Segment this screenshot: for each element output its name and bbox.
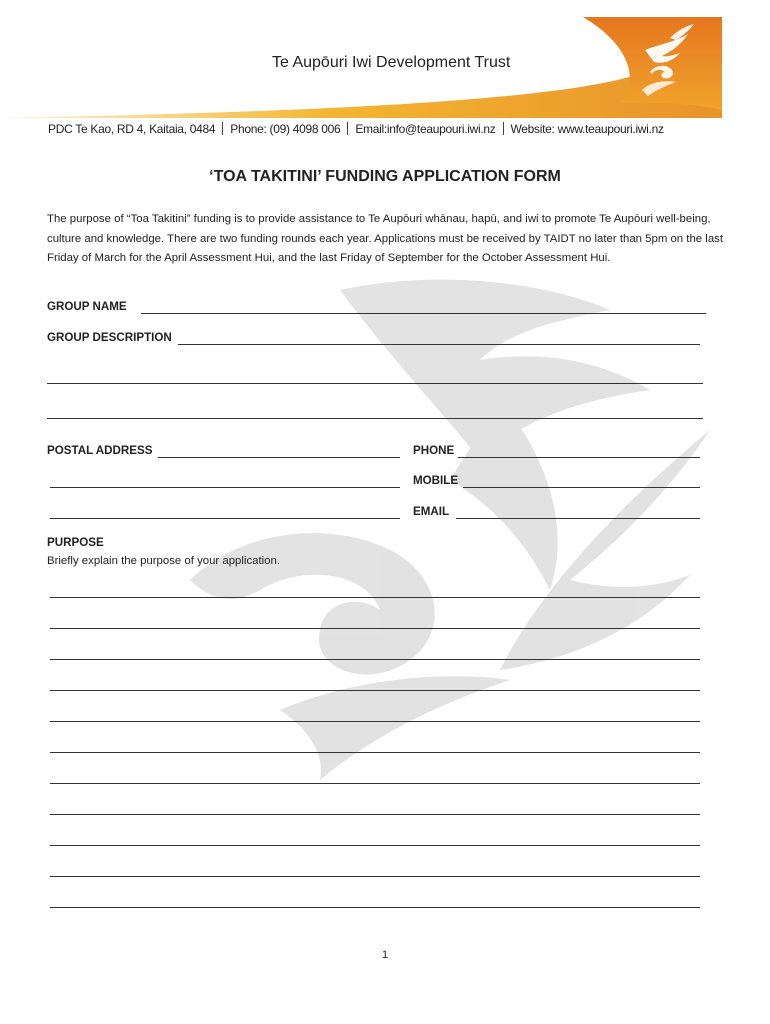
purpose-answer-line[interactable]	[50, 708, 700, 722]
postal-address-field[interactable]	[158, 444, 400, 458]
purpose-answer-line[interactable]	[50, 894, 700, 908]
purpose-answer-line[interactable]	[50, 770, 700, 784]
address-text: PDC Te Kao, RD 4, Kaitaia, 0484	[48, 122, 216, 136]
group-description-field[interactable]	[178, 331, 700, 345]
purpose-answer-line[interactable]	[50, 739, 700, 753]
phone-text: Phone: (09) 4098 006	[230, 122, 341, 136]
contact-details	[48, 122, 738, 136]
form-title: ‘TOA TAKITINI’ FUNDING APPLICATION FORM	[209, 168, 561, 185]
purpose-answer-line[interactable]	[50, 584, 700, 598]
group-description-line-2[interactable]	[47, 370, 703, 384]
group-description-label: GROUP DESCRIPTION	[47, 331, 172, 344]
page-number: 1	[381, 949, 389, 961]
postal-address-label: POSTAL ADDRESS	[47, 444, 153, 457]
purpose-answer-line[interactable]	[50, 677, 700, 691]
divider	[222, 122, 223, 135]
purpose-label: PURPOSE	[47, 536, 104, 549]
website-text: Website: www.teaupouri.iwi.nz	[510, 122, 664, 136]
purpose-answer-line[interactable]	[50, 863, 700, 877]
postal-address-line-3[interactable]	[50, 505, 400, 519]
divider	[347, 122, 348, 135]
group-name-label: GROUP NAME	[47, 300, 127, 313]
email-field[interactable]	[456, 505, 700, 519]
purpose-answer-line[interactable]	[50, 801, 700, 815]
email-label: EMAIL	[413, 505, 450, 518]
phone-label: PHONE	[413, 444, 455, 457]
email-text: Email:info@teaupouri.iwi.nz	[355, 122, 496, 136]
bird-logo-icon	[620, 22, 720, 102]
postal-address-line-2[interactable]	[50, 474, 400, 488]
mobile-label: MOBILE	[413, 474, 459, 487]
purpose-hint: Briefly explain the purpose of your application.	[47, 555, 281, 567]
intro-paragraph: The purpose of “Toa Takitini” funding is to provide assistance to Te Aupōuri whānau, hapū, and iwi to promote Te Aupōuri well-being, culture and knowledge. There are two funding rounds each year. Applications must be received by TAIDT no later than 5pm on the last Friday of March for the April Assessment Hui, and the last Friday of September for the October Assessment Hui.	[47, 213, 724, 264]
phone-field[interactable]	[458, 444, 700, 458]
purpose-answer-line[interactable]	[50, 832, 700, 846]
purpose-answer-line[interactable]	[50, 646, 700, 660]
divider	[503, 122, 504, 135]
mobile-field[interactable]	[463, 474, 700, 488]
organization-name: Te Aupōuri Iwi Development Trust	[272, 54, 511, 71]
group-description-line-3[interactable]	[47, 405, 703, 419]
group-name-field[interactable]	[141, 300, 706, 314]
purpose-answer-line[interactable]	[50, 615, 700, 629]
